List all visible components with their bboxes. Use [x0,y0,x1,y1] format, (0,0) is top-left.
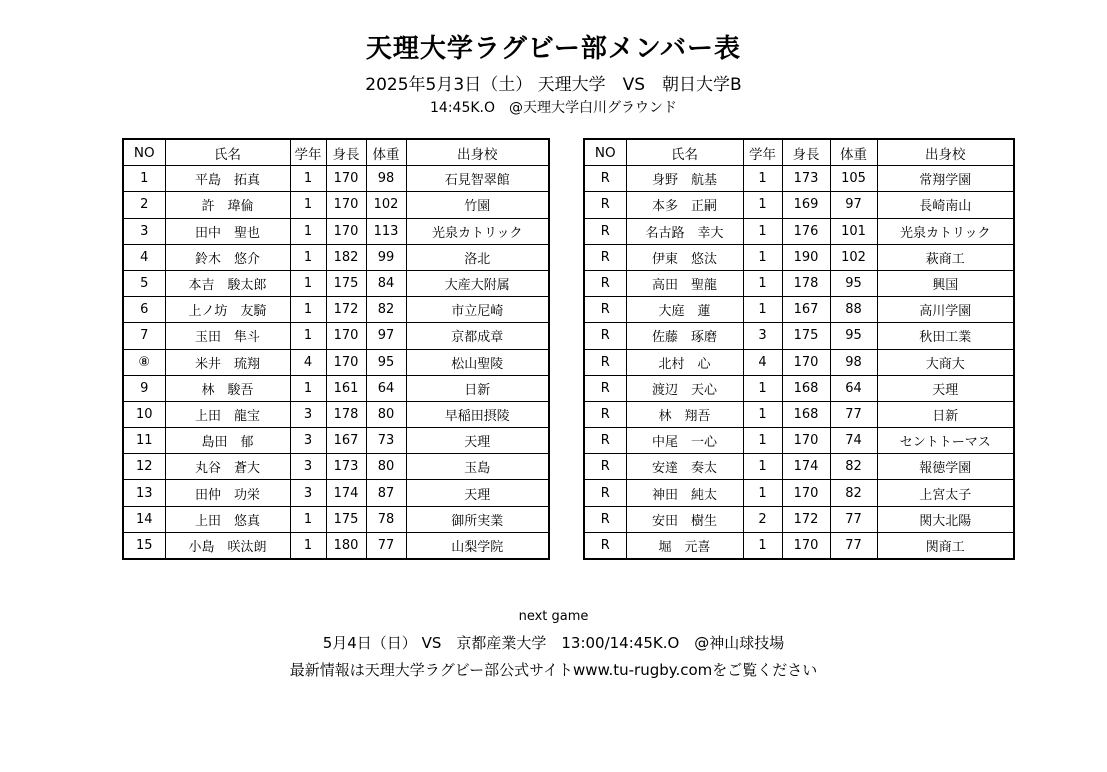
cell-height: 167 [326,428,366,454]
cell-name: 林 駿吾 [165,375,290,401]
cell-year: 1 [290,506,326,532]
cell-school: 興国 [877,270,1014,296]
cell-year: 4 [743,349,782,375]
table-row [584,323,1014,349]
cell-weight: 98 [830,349,877,375]
cell-height: 170 [782,349,830,375]
cell-weight: 78 [366,506,406,532]
cell-weight: 88 [830,297,877,323]
cell-no: R [584,428,626,454]
table-header-row [584,139,1014,166]
cell-height: 176 [782,218,830,244]
cell-no: 15 [123,532,165,559]
header-height: 身長 [782,139,830,166]
cell-height: 168 [782,401,830,427]
cell-school: 光泉カトリック [406,218,549,244]
cell-name: 神田 純太 [626,480,743,506]
cell-name: 安田 樹生 [626,506,743,532]
cell-year: 4 [290,349,326,375]
table-row [584,401,1014,427]
cell-weight: 77 [830,506,877,532]
cell-name: 丸谷 蒼大 [165,454,290,480]
cell-no: R [584,401,626,427]
cell-weight: 77 [830,532,877,559]
cell-no: R [584,532,626,559]
reserves-table [583,138,1015,560]
table-row [123,349,549,375]
cell-school: 京都成章 [406,323,549,349]
cell-no: 1 [123,166,165,192]
cell-no: 10 [123,401,165,427]
cell-no: 4 [123,244,165,270]
table-row [584,166,1014,192]
cell-no: 2 [123,192,165,218]
cell-name: 本多 正嗣 [626,192,743,218]
cell-school: 報徳学園 [877,454,1014,480]
cell-no: 9 [123,375,165,401]
cell-height: 170 [326,349,366,375]
table-row [584,270,1014,296]
cell-no: 11 [123,428,165,454]
cell-year: 1 [743,218,782,244]
cell-name: 上田 龍宝 [165,401,290,427]
cell-no: R [584,218,626,244]
table-row [123,428,549,454]
cell-no: 12 [123,454,165,480]
cell-weight: 95 [366,349,406,375]
table-row [584,244,1014,270]
cell-year: 1 [290,532,326,559]
table-row [123,270,549,296]
header-no: NO [123,139,165,166]
cell-height: 174 [782,454,830,480]
cell-height: 170 [326,166,366,192]
cell-no: 14 [123,506,165,532]
cell-year: 1 [743,480,782,506]
table-row [584,375,1014,401]
cell-height: 170 [326,218,366,244]
cell-height: 190 [782,244,830,270]
cell-weight: 95 [830,323,877,349]
cell-year: 1 [743,166,782,192]
cell-weight: 101 [830,218,877,244]
table-row [123,297,549,323]
cell-school: 松山聖陵 [406,349,549,375]
cell-no: R [584,192,626,218]
cell-no: R [584,375,626,401]
table-row [123,323,549,349]
cell-name: 名古路 幸大 [626,218,743,244]
table-row [123,506,549,532]
cell-weight: 87 [366,480,406,506]
cell-year: 1 [290,323,326,349]
cell-school: 関大北陽 [877,506,1014,532]
cell-height: 178 [782,270,830,296]
cell-name: 鈴木 悠介 [165,244,290,270]
cell-height: 180 [326,532,366,559]
cell-school: 大産大附属 [406,270,549,296]
cell-year: 1 [743,192,782,218]
header-year: 学年 [743,139,782,166]
cell-name: 本吉 駿太郎 [165,270,290,296]
table-row [123,401,549,427]
cell-weight: 82 [366,297,406,323]
cell-height: 172 [326,297,366,323]
cell-height: 175 [326,270,366,296]
cell-weight: 64 [366,375,406,401]
cell-no: ⑧ [123,349,165,375]
cell-name: 玉田 隼斗 [165,323,290,349]
table-row [123,532,549,559]
cell-weight: 80 [366,454,406,480]
header-weight: 体重 [366,139,406,166]
cell-school: 天理 [877,375,1014,401]
cell-name: 上ノ坊 友騎 [165,297,290,323]
header-name: 氏名 [626,139,743,166]
cell-school: 常翔学園 [877,166,1014,192]
cell-school: 秋田工業 [877,323,1014,349]
cell-weight: 105 [830,166,877,192]
cell-weight: 102 [830,244,877,270]
header-no: NO [584,139,626,166]
cell-no: R [584,323,626,349]
table-row [123,192,549,218]
cell-school: 天理 [406,480,549,506]
cell-height: 173 [326,454,366,480]
cell-school: 大商大 [877,349,1014,375]
cell-year: 1 [743,428,782,454]
cell-height: 175 [326,506,366,532]
cell-school: 御所実業 [406,506,549,532]
cell-weight: 77 [366,532,406,559]
cell-name: 平島 拓真 [165,166,290,192]
cell-school: 玉島 [406,454,549,480]
header-school: 出身校 [877,139,1014,166]
cell-name: 中尾 一心 [626,428,743,454]
table-row [584,218,1014,244]
cell-weight: 84 [366,270,406,296]
cell-school: 上宮太子 [877,480,1014,506]
cell-school: 天理 [406,428,549,454]
table-row [123,454,549,480]
table-row [584,480,1014,506]
cell-height: 168 [782,375,830,401]
cell-year: 1 [290,375,326,401]
cell-name: 伊東 悠汰 [626,244,743,270]
cell-weight: 97 [830,192,877,218]
cell-height: 182 [326,244,366,270]
cell-year: 3 [290,401,326,427]
cell-height: 169 [782,192,830,218]
cell-school: 光泉カトリック [877,218,1014,244]
header-year: 学年 [290,139,326,166]
table-row [123,244,549,270]
next-game-label: next game [518,609,589,624]
cell-year: 1 [743,454,782,480]
cell-year: 1 [290,218,326,244]
table-row [123,166,549,192]
cell-year: 3 [743,323,782,349]
cell-weight: 113 [366,218,406,244]
cell-year: 1 [290,244,326,270]
cell-height: 174 [326,480,366,506]
cell-school: 日新 [877,401,1014,427]
cell-year: 1 [743,401,782,427]
cell-year: 1 [743,244,782,270]
cell-name: 渡辺 天心 [626,375,743,401]
cell-weight: 77 [830,401,877,427]
cell-school: セントトーマス [877,428,1014,454]
cell-no: R [584,270,626,296]
page-title: 天理大学ラグビー部メンバー表 [365,34,742,64]
cell-weight: 64 [830,375,877,401]
cell-height: 170 [326,192,366,218]
cell-year: 3 [290,428,326,454]
cell-no: R [584,454,626,480]
cell-year: 1 [290,297,326,323]
cell-no: R [584,244,626,270]
kickoff-info: 14:45K.O @天理大学白川グラウンド [430,100,677,116]
cell-height: 167 [782,297,830,323]
cell-no: R [584,166,626,192]
cell-name: 米井 琉翔 [165,349,290,375]
cell-name: 島田 郁 [165,428,290,454]
cell-no: 5 [123,270,165,296]
cell-no: R [584,480,626,506]
cell-weight: 98 [366,166,406,192]
cell-no: 6 [123,297,165,323]
cell-no: R [584,349,626,375]
header-height: 身長 [326,139,366,166]
match-info: 2025年5月3日（土） 天理大学 VS 朝日大学B [365,75,742,95]
cell-height: 173 [782,166,830,192]
cell-school: 萩商工 [877,244,1014,270]
cell-name: 小島 咲汰朗 [165,532,290,559]
cell-no: R [584,297,626,323]
cell-height: 170 [782,428,830,454]
cell-weight: 73 [366,428,406,454]
cell-height: 170 [782,532,830,559]
cell-name: 大庭 蓮 [626,297,743,323]
starters-table [122,138,550,560]
cell-school: 洛北 [406,244,549,270]
cell-height: 161 [326,375,366,401]
cell-name: 田中 聖也 [165,218,290,244]
cell-height: 178 [326,401,366,427]
cell-weight: 99 [366,244,406,270]
cell-height: 170 [326,323,366,349]
cell-no: 13 [123,480,165,506]
cell-name: 上田 悠真 [165,506,290,532]
table-row [584,349,1014,375]
header-weight: 体重 [830,139,877,166]
table-row [584,532,1014,559]
table-row [584,428,1014,454]
cell-school: 石見智翠館 [406,166,549,192]
cell-name: 安達 奏太 [626,454,743,480]
cell-name: 佐藤 琢磨 [626,323,743,349]
cell-name: 田仲 功栄 [165,480,290,506]
cell-year: 1 [743,297,782,323]
cell-school: 長崎南山 [877,192,1014,218]
cell-school: 市立尼崎 [406,297,549,323]
header-name: 氏名 [165,139,290,166]
cell-year: 1 [290,192,326,218]
cell-year: 3 [290,480,326,506]
cell-name: 許 瑋倫 [165,192,290,218]
cell-weight: 74 [830,428,877,454]
cell-school: 日新 [406,375,549,401]
cell-year: 1 [743,375,782,401]
next-game-info: 5月4日（日） VS 京都産業大学 13:00/14:45K.O @神山球技場 [322,634,785,652]
cell-name: 堀 元喜 [626,532,743,559]
cell-school: 竹園 [406,192,549,218]
table-header-row [123,139,549,166]
cell-height: 172 [782,506,830,532]
table-row [123,375,549,401]
cell-no: 7 [123,323,165,349]
website-info: 最新情報は天理大学ラグビー部公式サイトwww.tu-rugby.comをご覧ください [289,661,818,679]
cell-height: 170 [782,480,830,506]
cell-year: 1 [743,270,782,296]
cell-name: 高田 聖龍 [626,270,743,296]
table-row [584,506,1014,532]
cell-weight: 80 [366,401,406,427]
cell-name: 身野 航基 [626,166,743,192]
cell-school: 山梨学院 [406,532,549,559]
cell-year: 1 [743,532,782,559]
cell-no: 3 [123,218,165,244]
cell-weight: 82 [830,480,877,506]
cell-year: 1 [290,166,326,192]
header-school: 出身校 [406,139,549,166]
table-row [123,218,549,244]
table-row [584,454,1014,480]
cell-year: 1 [290,270,326,296]
cell-name: 北村 心 [626,349,743,375]
cell-weight: 102 [366,192,406,218]
table-row [584,297,1014,323]
cell-school: 高川学園 [877,297,1014,323]
table-row [584,192,1014,218]
cell-no: R [584,506,626,532]
cell-weight: 95 [830,270,877,296]
cell-weight: 97 [366,323,406,349]
cell-weight: 82 [830,454,877,480]
cell-height: 175 [782,323,830,349]
cell-year: 2 [743,506,782,532]
cell-year: 3 [290,454,326,480]
table-row [123,480,549,506]
cell-school: 早稲田摂陵 [406,401,549,427]
cell-name: 林 翔吾 [626,401,743,427]
cell-school: 関商工 [877,532,1014,559]
